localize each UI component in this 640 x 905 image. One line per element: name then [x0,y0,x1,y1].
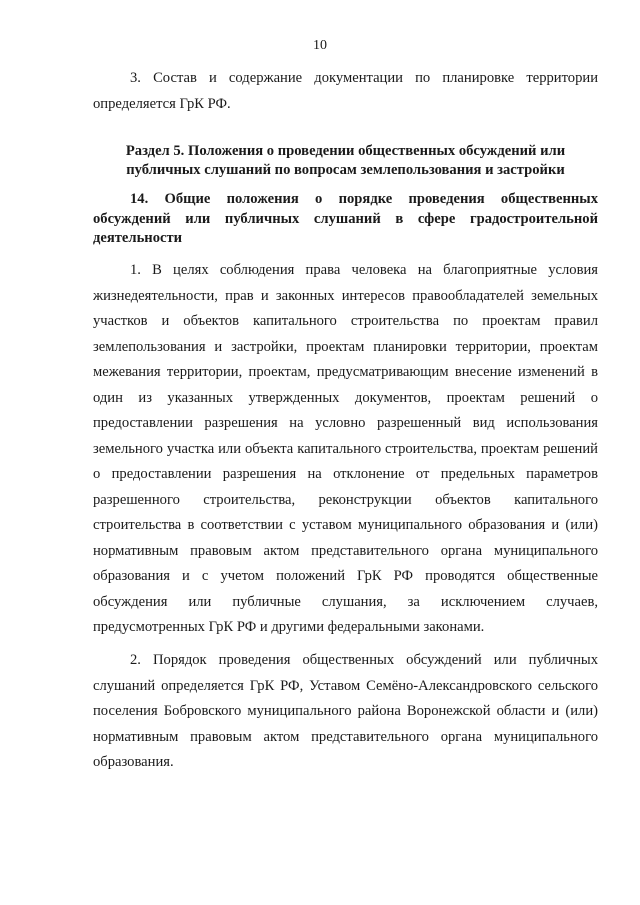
page-number: 10 [313,38,327,53]
section-heading: Раздел 5. Положения о проведении общественных обсуждений или публичных слушаний по вопросам землепользования и застройки [125,143,566,178]
paragraph-clause-2: 2. Порядок проведения общественных обсуждений или публичных слушаний определяется ГрК РФ, Уставом Семёно-Александровского сельского поселения Бобровского муниципального района Воронежской области и (или) нормативным правовым актом представительного органа муниципального образования. [93,652,598,770]
paragraph-item-3: 3. Состав и содержание документации по планировке территории определяется ГрК РФ. [93,70,598,112]
paragraph-clause-1: 1. В целях соблюдения права человека на благоприятные условия жизнедеятельности, прав и законных интересов правообладателей земельных участков и объектов капитального строительства по проектам правил землепользования и застройки, проектам планировки территории, проектам межевания территории, проектам, предусматривающим внесение изменений в один из указанных утвержденных документов, проектам решений о предоставлении разрешения на условно разрешенный вид использования земельного участка или объекта капитального строительства, проектам решений о предоставлении разрешения на отклонение от предельных параметров разрешенного строительства, реконструкции объектов капитального строительства в соответствии с уставом муниципального образования и (или) нормативным правовым актом представительного органа муниципального образования и с учетом положений ГрК РФ проводятся общественные обсуждения или публичные слушания, за исключением случаев, предусмотренных ГрК РФ и другими федеральными законами. [93,262,598,635]
article-heading: 14. Общие положения о порядке проведения общественных обсуждений или публичных слушаний в сфере градостроительной деятельности [93,191,598,246]
